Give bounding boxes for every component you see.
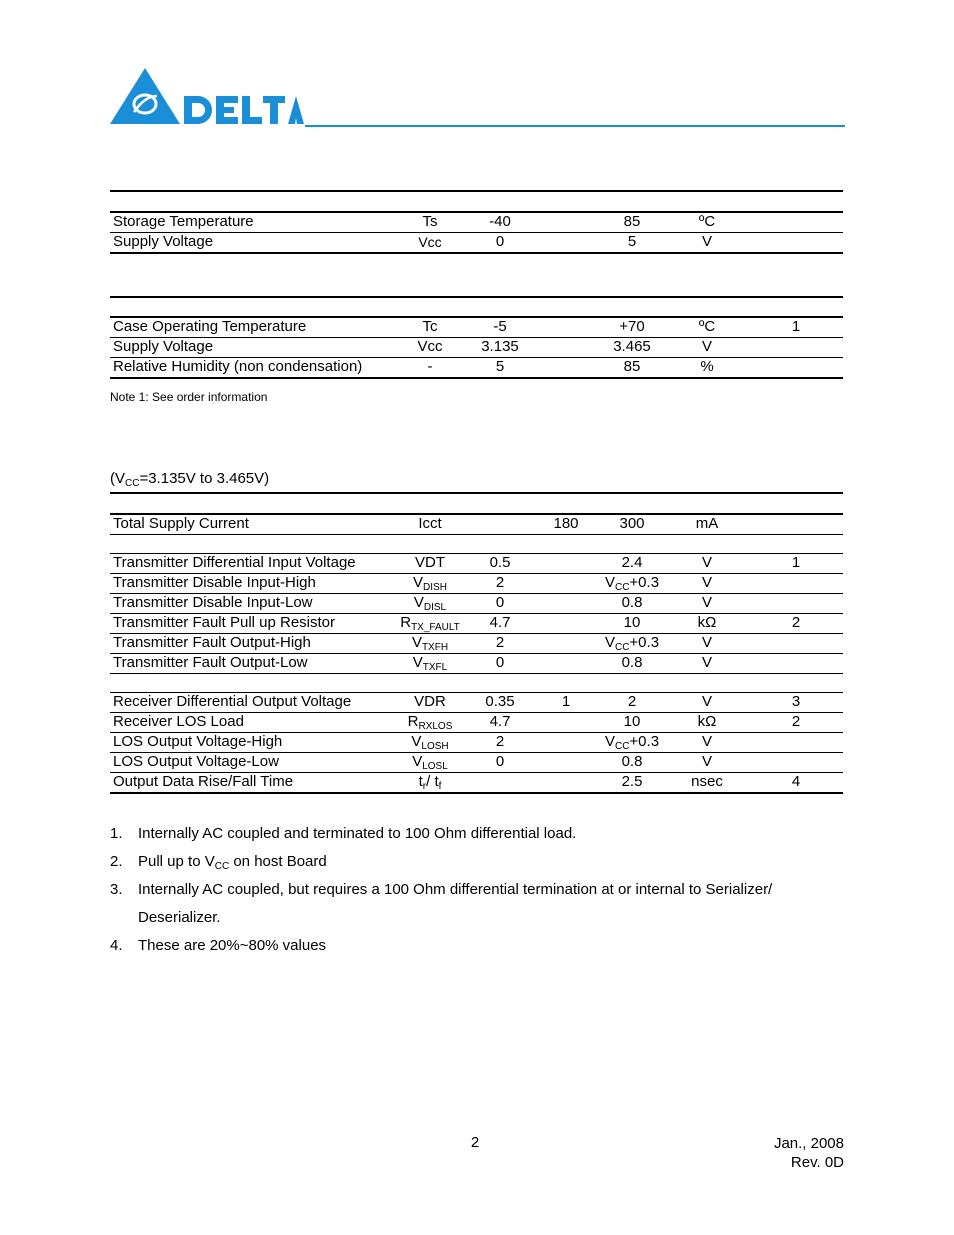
footer-date-rev: Jan., 2008 Rev. 0D	[773, 1135, 844, 1171]
table-top-rule	[110, 190, 843, 192]
table-row: Transmitter Disable Input-Low $V_{DISL}$ 0 0.8 V	[110, 594, 843, 614]
delta-logo	[110, 66, 305, 128]
list-item: Deserializer.	[138, 909, 221, 926]
table-row: Transmitter Fault Output-High $V_{TXFH}$ 2 $V_{CC}+0.3$ V	[110, 634, 843, 654]
table-row: LOS Output Voltage-High $V_{LOSH}$ 2 $V_{CC}+0.3$ V	[110, 733, 843, 753]
list-item: 1. Internally AC coupled and terminated to 100 Ohm differential load.	[110, 825, 577, 842]
rec-op-footnote: Note 1: See order information	[110, 390, 268, 404]
table-top-rule	[110, 296, 843, 298]
table-row: Supply Voltage Vcc 0 5 V	[110, 233, 843, 254]
table-row: Output Data Rise/Fall Time $t_r/$ $t_f$ 2.5 nsec 4	[110, 773, 843, 794]
section-spacer	[110, 674, 843, 693]
table-row: Relative Humidity (non condensation) - 5 85 %	[110, 358, 843, 379]
table-row: Transmitter Disable Input-High $V_{DISH}$ 2 $V_{CC}+0.3$ V	[110, 574, 843, 594]
elec-table	[110, 513, 843, 794]
table-row: Storage Temperature Ts -40 85 ºC	[110, 213, 843, 233]
page-number: 2	[470, 1134, 480, 1151]
table-row: Supply Voltage Vcc 3.135 3.465 V	[110, 338, 843, 358]
rec-op-table	[110, 316, 843, 379]
section-spacer	[110, 535, 843, 554]
list-item: 3. Internally AC coupled, but requires a 100 Ohm differential termination at or internal to Serializer/	[110, 881, 773, 898]
elec-condition: ($V_{CC}=3.135V$ to 3.465V)	[110, 470, 270, 489]
table-row: Transmitter Differential Input Voltage VDT 0.5 2.4 V 1	[110, 554, 843, 574]
table-row: Receiver Differential Output Voltage VDR 0.35 1 2 V 3	[110, 693, 843, 713]
table-row: Receiver LOS Load $R_{RXLOS}$ 4.7 10 kΩ 2	[110, 713, 843, 733]
notes-list	[110, 824, 850, 964]
table-top-rule	[110, 492, 843, 494]
header-rule	[305, 125, 845, 127]
abs-max-table	[110, 211, 843, 254]
table-row: LOS Output Voltage-Low $V_{LOSL}$ 0 0.8 V	[110, 753, 843, 773]
list-item: 4. These are 20%~80% values	[110, 937, 327, 954]
table-row: Transmitter Fault Output-Low $V_{TXFL}$ 0 0.8 V	[110, 654, 843, 674]
list-item: 2. Pull up to $V_{CC}$ on host Board	[110, 853, 327, 872]
table-row: Case Operating Temperature Tc -5 +70 ºC 1	[110, 318, 843, 338]
table-row: Transmitter Fault Pull up Resistor $R_{TX\_FAULT}$ 4.7 10 kΩ 2	[110, 614, 843, 634]
table-row: Total Supply Current Icct 180 300 mA	[110, 515, 843, 535]
